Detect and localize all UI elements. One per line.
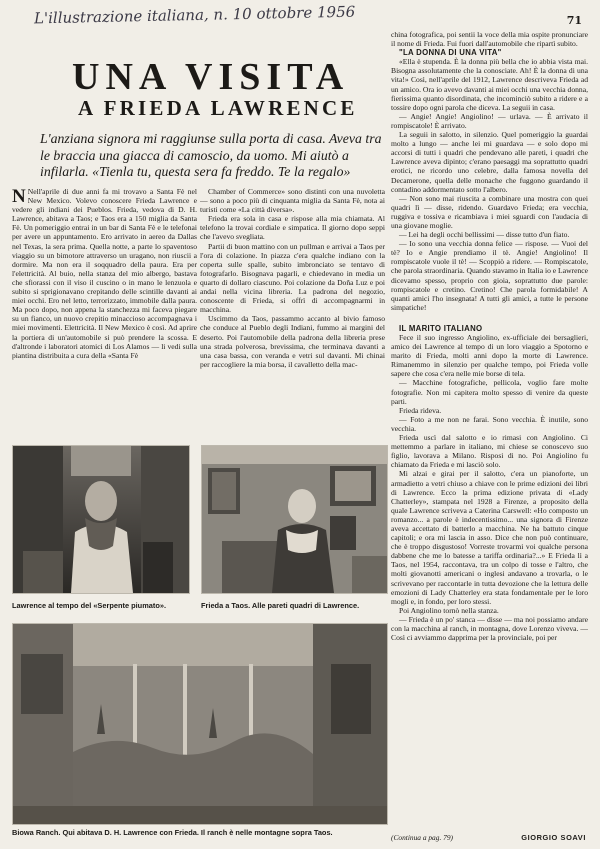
paragraph: — Angie! Angie! Angiolino! — urlava. — È arrivato il rompiscatole! È arrivato. bbox=[391, 111, 588, 130]
photo-caption: Lawrence al tempo del «Serpente piumato». bbox=[12, 601, 167, 610]
page-number: 71 bbox=[566, 14, 582, 27]
paragraph bbox=[12, 187, 197, 360]
paragraph: — Io sono una vecchia donna felice — rispose. — Vuoi del tè? Io e Angie prendiamo il tè. Angie! Angiolino! Il rompiscatole vuole il tè! — Scoppiò a ridere. — Rompiscatole, che parola straordinaria. Quando stavamo in Italia io e Lawrence dicevamo spesso, proprio con gioia, soprattutto due parole: rompiscatole e cretino. Cretino! Che parola formidabile! A quanti amici l'ho insegnata! A tutti gli amici, a tutte le persone simpatiche! bbox=[391, 239, 588, 312]
photo-lawrence bbox=[12, 445, 190, 594]
paragraph: Poi Angiolino tornò nella stanza. bbox=[399, 605, 499, 615]
paragraph: china fotografica, poi sentii la voce della mia ospite pronunciare il nome di Frieda. Fui fuori dall'automobile che ripartì subito. bbox=[391, 30, 588, 49]
photo-ranch bbox=[12, 623, 388, 825]
text-column-1 bbox=[12, 187, 197, 437]
paragraph: Partii di buon mattino con un pullman e arrivai a Taos per l'ora di colazione. In piazza c'era qualche indiano con la coperta sulle spalle, subito imbronciato se tentavo di fotografarlo. Bisognava pagarli, e chiedevano in media un quarto di dollaro ciascuno. Poi colazione da Doña Luz e poi andai nella vicina libreria. La padrona del negozio, conoscente di Frieda, si offrì di accompagnarmi in macchina. bbox=[200, 241, 385, 315]
text-column-3 bbox=[391, 30, 588, 830]
paragraph: Frieda rideva. bbox=[399, 405, 442, 415]
paragraph: Fece il suo ingresso Angiolino, ex-ufficiale dei bersaglieri, amico dei Lawrence al tempo di un loro viaggio a Spotorno e marito di Frieda, molti anni dopo la morte di Lawrence. Rimanemmo in silenzio per qualche tempo, poi Frieda volle sapere che cosa c'era nelle mie borse di tela. bbox=[391, 333, 588, 379]
handwritten-note: L'illustrazione italiana, n. 10 ottobre 1956 bbox=[33, 2, 356, 28]
paragraph: — Non sono mai riuscita a combinare una mostra con quei quadri lì — disse, ridendo. Guardavo Frieda; era vecchia, ruggiva e tossiva e ricambiava i miei sguardi con l'audacia di una giovane moglie. bbox=[391, 193, 588, 230]
paragraph: Chamber of Commerce» sono distinti con una nuvoletta — sono a poco più di cinquanta miglia da Santa Fè, nota ai turisti come «La città diversa». bbox=[200, 187, 385, 215]
paragraph: — Macchine fotografiche, pellicola, voglio fare molte fotografie. Non mi capitera molto spesso di venire da queste parti. bbox=[391, 378, 588, 406]
article-title: UNA VISITA bbox=[72, 56, 350, 98]
author-signature: GIORGIO SOAVI bbox=[521, 833, 586, 842]
photo-caption: Frieda a Taos. Alle pareti quadri di Lawrence. bbox=[201, 601, 360, 610]
photo-frieda bbox=[201, 445, 388, 594]
paragraph-text: Nell'aprile di due anni fa mi trovavo a Santa Fè nel New Mexico. Volevo conoscere Frieda Lawrence e vedere gli indiani dei Pueblos. Frieda, vedova di D. H. Lawrence, abitava a Taos; e Taos era a 150 miglia da Santa Fè. Un pomeriggio entrai in un bar di Santa Fè e le telefonai per avere un appuntamento. Ero arrivato in aereo da Dallas nel Texas, la sera prima. Quella notte, a parte lo spaventoso viaggio su un bimotore attraverso un uragano, non riuscii a dormire. Ma non era il soqquadro della paura. Era per l'elettricità. Al buio, nella stanza del mio albergo, bastava che sfiorassi con il viso il cuscino o in mano le lenzuola e subito si sprigionavano crepitando delle scintille davanti ai miei occhi. Ero nel letto, terrorizzato, immobile dalla paura. Ma poco dopo, non appena la stanchezza mi faceva piegare su un fianco, un nuovo crepitio minaccioso accompagnava i miei movimenti. Elettricità. Il New Mexico è così. Ad aprire la portiera di un'automobile si può prendere la scossa. E d'altronde i laboratori atomici di Los Alamos — li vedi sulla piantina distribuita a cura della «Santa Fè bbox=[12, 187, 197, 360]
paragraph: — Lei ha degli occhi bellissimi — disse tutto d'un fiato. bbox=[399, 230, 570, 240]
article-standfirst: L'anziana signora mi raggiunse sulla porta di casa. Aveva tra le braccia una giacca di camoscio, da uomo. Mi aiutò a infilarla. «Tienla tu, questa sera fa freddo. Te la regalo» bbox=[40, 131, 382, 180]
paragraph: Uscimmo da Taos, passammo accanto al bivio famoso che conduce al Pueblo degli Indiani, fummo ai margini del deserto. Poi l'automobile della padrona della libreria prese una strada polverosa, brevissima, che terminava davanti a una casa bassa, con veranda e vetri sul davanti. Mi chinai per raccogliere la mia borsa, il cavalletto della mac- bbox=[200, 314, 385, 369]
paragraph: Frieda era sola in casa e rispose alla mia chiamata. Al telefono la trovai cordiale e simpatica. Il giorno dopo seppi che l'avevo svegliata. bbox=[200, 214, 385, 242]
paragraph: — Frieda è un po' stanca — disse — ma noi possiamo andare con la macchina al ranch, in montagna, dove Lorenzo viveva. — Così ci avviammo dapprima per la provinciale, poi per bbox=[391, 614, 588, 643]
photo-caption: Biowa Ranch. Qui abitava D. H. Lawrence con Frieda. Il ranch è nelle montagne sopra Taos. bbox=[12, 828, 333, 837]
section-heading: IL MARITO ITALIANO bbox=[399, 323, 483, 333]
paragraph: Mi alzai e girai per il salotto, c'era un pianoforte, un armadietto a vetri chiuso a chiave con le prime edizioni dei libri di Lawrence. Ecco la prima edizione privata di «Lady Chatterley», stampata nel 1928 a Firenze, a proposito della quale Lawrence scriveva a Caterina Carswell: «Ho composto un romanzo... a parole è indecentissimo... una signora di Firenze aveva accettato di batterlo a macchina. Ne ha battuto cinque capitoli; e ora mi lascia in asso. Dice che non può continuare, che è troppo disgustoso! Vorreste trovarmi voi qualche persona dabbene che me lo batesse a tariffa ordinaria?...» E Frieda lì a Taos, nel 1954, raccontava, tra un colpo di tosse e l'altro, che molti giovanotti americani o inglesi andavano a trovarla, o le scrivevano per raccontarle in tutta devozione che la lettura delle emozioni di Lady Chatterley era stata fondamentale per le loro mogli e, in fondo, per loro stessi. bbox=[391, 469, 588, 606]
drop-cap: N bbox=[12, 187, 26, 207]
continuation-note: (Continua a pag. 79) bbox=[391, 833, 453, 842]
paragraph: — Foto a me non ne farai. Sono vecchia. È inutile, sono vecchia. bbox=[391, 414, 588, 433]
paragraph: «Ella è stupenda. È la donna più bella che io abbia vista mai. Bisogna assolutamente che la conosciate. Ah! È la donna di una vita!» Così, nell'aprile del 1912, Lawrence descriveva Frieda ad un amico. Ora io avevo davanti ai miei occhi una vecchia donna, fierissima quanto disordinata, che incominciò subito a ridere e a tossire dopo ogni parola che diceva. La seguii in casa. bbox=[391, 57, 588, 112]
section-heading: "LA DONNA DI UNA VITA" bbox=[399, 48, 502, 58]
article-subtitle: A FRIEDA LAWRENCE bbox=[78, 96, 358, 120]
paragraph: Frieda uscì dal salotto e io rimasi con Angiolino. Ci mettemmo a parlare in italiano, mi chiese se conoscevo suo figlio, lavorava a Milano. Risposi di no. Poi Angiolino fu chiamato da Frieda e mi lasciò solo. bbox=[391, 433, 588, 470]
paragraph: La seguii in salotto, in silenzio. Quel pomeriggio la guardai molto a lungo — anche lei mi guardava — e solo dopo mi accorsi di tutti i quadri che pendevano alle pareti, i quadri che Lawrence aveva dipinto; c'erano paesaggi ma soprattutto quadri erotici, ne ricordo uno celebre, dalla famosa novella del Decamerone, quella delle monache che fuggono guardando il contadino addormentato sotto l'albero. bbox=[391, 130, 588, 194]
text-column-2 bbox=[200, 187, 385, 437]
